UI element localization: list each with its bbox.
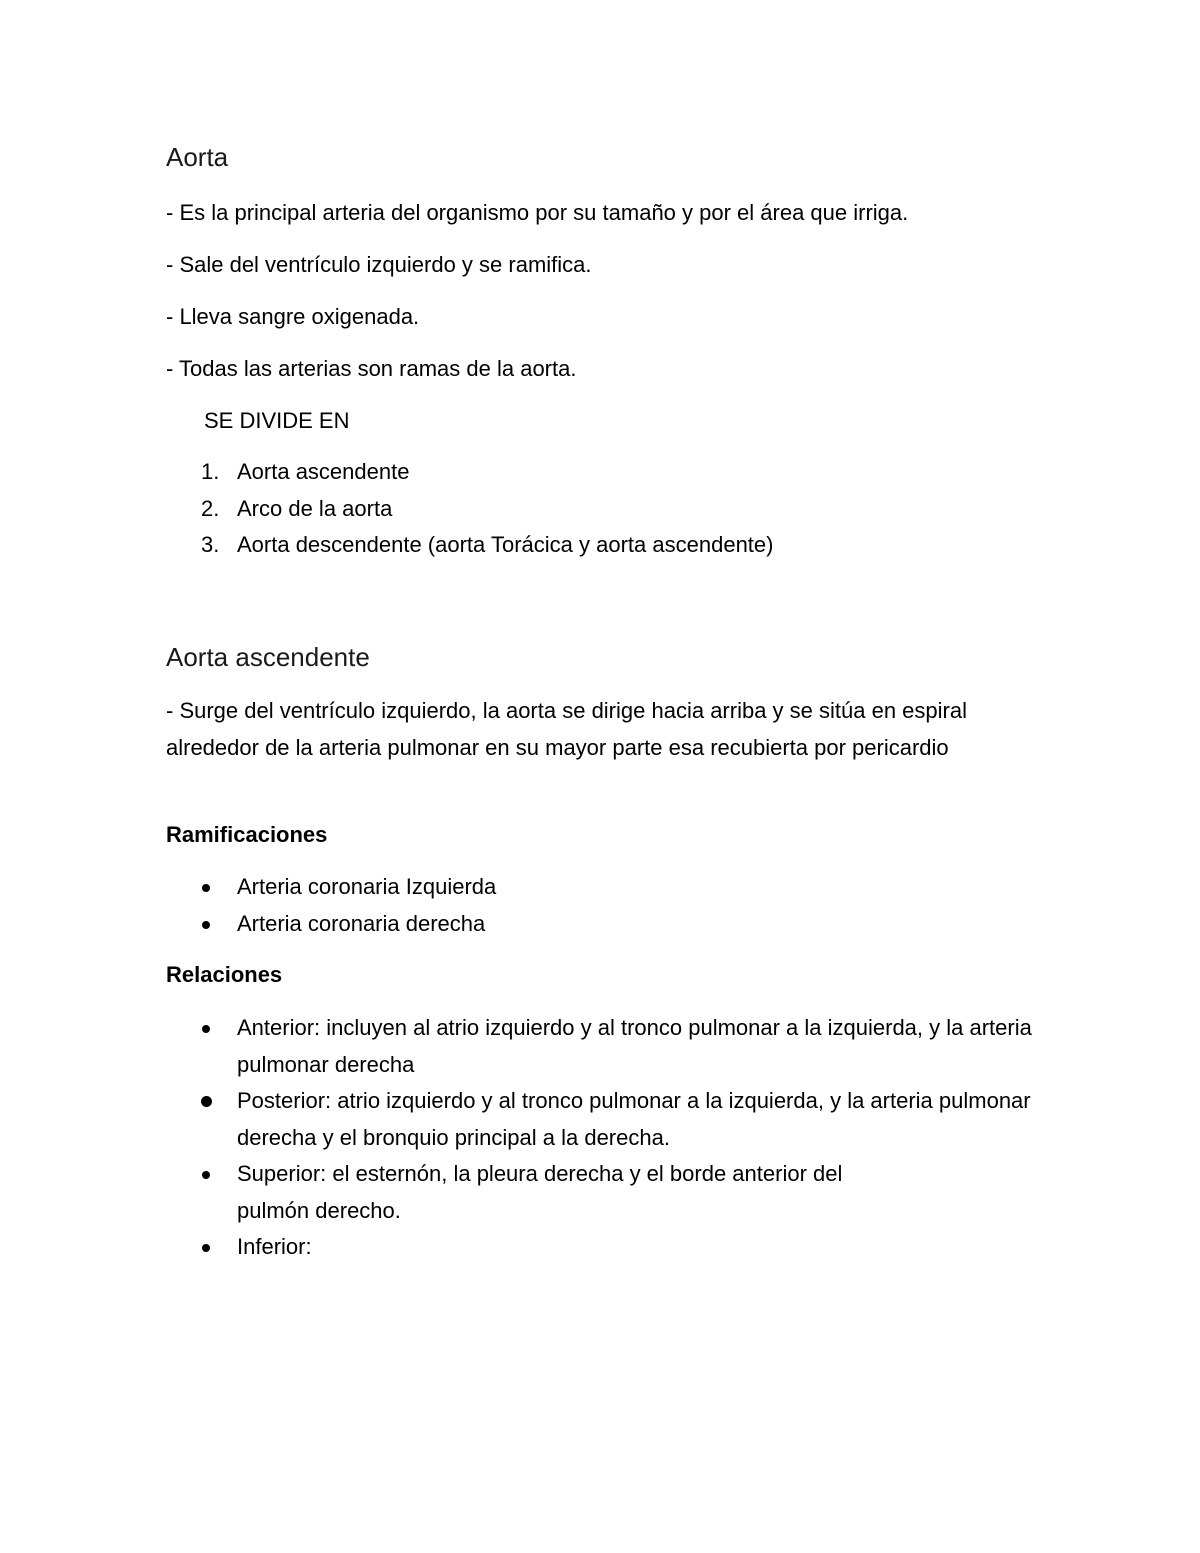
division-text: Aorta descendente (aorta Torácica y aorta ascendente) [237,532,774,557]
ramificacion-item [166,869,496,906]
bullet-icon [202,1244,210,1252]
aorta-point-4: - Todas las arterias son ramas de la aorta. [166,356,577,381]
relacion-item [166,1010,1057,1083]
division-number: 2. [201,495,220,521]
bullet-icon [202,1025,210,1033]
relacion-item [166,1229,1057,1266]
division-number: 3. [201,532,220,557]
bullet-icon [202,921,210,929]
bullet-icon [202,1171,210,1179]
aorta-point-3: - Lleva sangre oxigenada. [166,304,420,329]
ramificacion-text: Arteria coronaria derecha [237,910,486,936]
division-item [166,527,773,564]
aorta-ascendente-description: - Surge del ventrículo izquierdo, la aorta se dirige hacia arriba y se sitúa en espiral alrededor de la arteria pulmonar en su mayor parte esa recubierta por pericardio [166,698,967,760]
relacion-text: Posterior: atrio izquierdo y al tronco pulmonar a la izquierda, y la arteria pulmonar derecha y el bronquio principal a la derecha. [237,1088,1031,1150]
bullet-icon [201,1096,212,1107]
ramificaciones-heading: Ramificaciones [166,822,328,847]
ramificacion-text: Arteria coronaria Izquierda [237,874,497,899]
aorta-point-2: - Sale del ventrículo izquierdo y se ramifica. [166,252,592,277]
ramificaciones-list [166,869,496,942]
division-number: 1. [201,459,220,484]
relacion-text: Superior: el esternón, la pleura derecha y el borde anterior del pulmón derecho. [237,1161,843,1223]
ramificacion-item [166,906,496,943]
relacion-item [166,1083,1057,1156]
relaciones-list [166,1010,1057,1266]
bullet-icon [202,884,210,892]
division-text: Aorta ascendente [237,459,410,484]
relaciones-heading: Relaciones [166,962,283,987]
relacion-text: Inferior: [237,1234,312,1259]
relacion-text: Anterior: incluyen al atrio izquierdo y al tronco pulmonar a la izquierda, y la arteria pulmonar derecha [237,1015,1032,1077]
section-title-aorta: Aorta [166,142,229,172]
aorta-point-1: - Es la principal arteria del organismo por su tamaño y por el área que irriga. [166,200,909,225]
divide-label: SE DIVIDE EN [204,408,350,433]
division-item [166,491,773,528]
section-title-aorta-ascendente: Aorta ascendente [166,642,370,672]
divisions-list [166,454,773,564]
division-text: Arco de la aorta [237,495,393,521]
relacion-item [166,1156,917,1229]
division-item [166,454,773,491]
